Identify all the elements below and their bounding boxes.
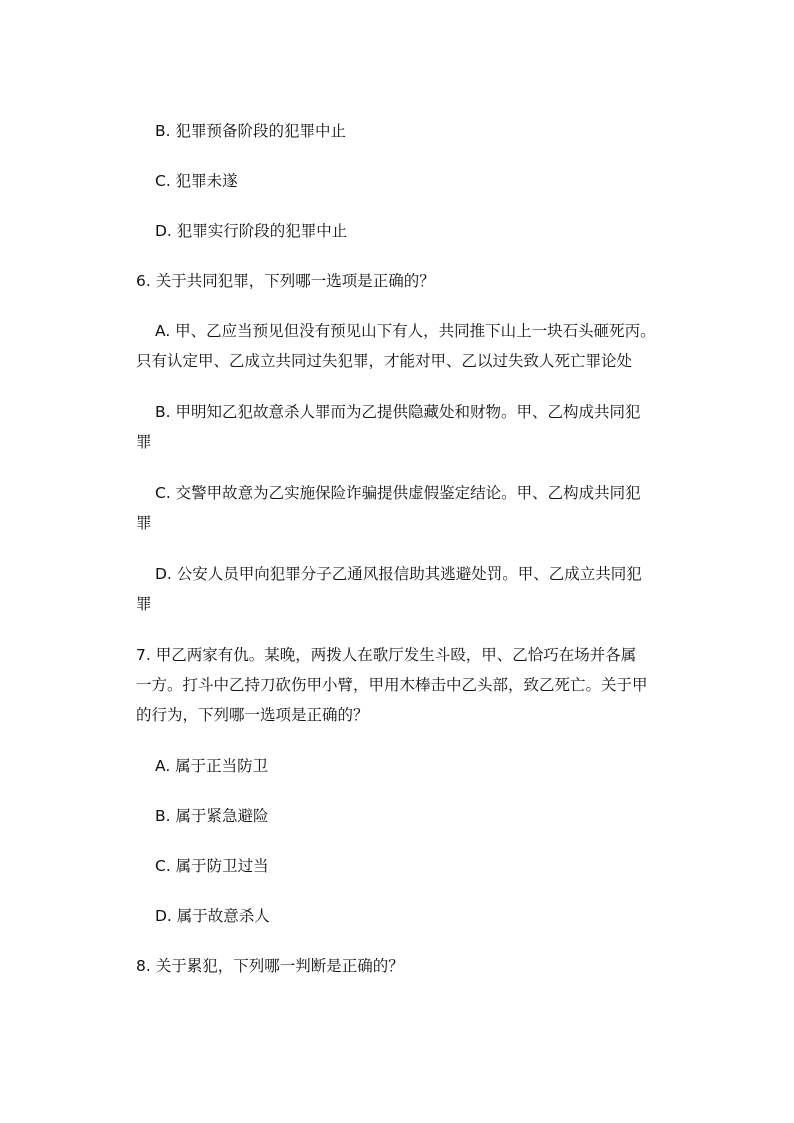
q7-stem-line3: 的行为，下列哪一选项是正确的？	[136, 706, 369, 724]
q8-stem: 8. 关于累犯，下列哪一判断是正确的？	[136, 957, 404, 975]
q6-option-c-line1: C. 交警甲故意为乙实施保险诈骗提供虚假鉴定结论。甲、乙构成共同犯	[155, 484, 641, 502]
q6-option-a-line1: A. 甲、乙应当预见但没有预见山下有人，共同推下山上一块石头砸死丙。	[155, 322, 656, 340]
q5-option-c: C. 犯罪未遂	[155, 172, 238, 190]
q6-option-d-line2: 罪	[136, 595, 152, 613]
q7-stem-line2: 一方。打斗中乙持刀砍伤甲小臂，甲用木棒击中乙头部，致乙死亡。关于甲	[136, 676, 648, 694]
q7-option-c: C. 属于防卫过当	[155, 857, 269, 875]
q6-option-b-line1: B. 甲明知乙犯故意杀人罪而为乙提供隐藏处和财物。甲、乙构成共同犯	[155, 403, 641, 421]
q7-option-b: B. 属于紧急避险	[155, 807, 269, 825]
q5-option-b: B. 犯罪预备阶段的犯罪中止	[155, 122, 346, 140]
q6-option-c-line2: 罪	[136, 514, 152, 532]
q7-option-d: D. 属于故意杀人	[155, 907, 270, 925]
q5-option-d: D. 犯罪实行阶段的犯罪中止	[155, 222, 348, 240]
q6-option-d-line1: D. 公安人员甲向犯罪分子乙通风报信助其逃避处罚。甲、乙成立共同犯	[155, 565, 642, 583]
q7-option-a: A. 属于正当防卫	[155, 757, 269, 775]
q6-option-a-line2: 只有认定甲、乙成立共同过失犯罪，才能对甲、乙以过失致人死亡罪论处	[136, 352, 633, 370]
q7-stem-line1: 7. 甲乙两家有仇。某晚，两拨人在歌厅发生斗殴，甲、乙恰巧在场并各属	[136, 646, 637, 664]
q6-option-b-line2: 罪	[136, 433, 152, 451]
q6-stem: 6. 关于共同犯罪，下列哪一选项是正确的？	[136, 272, 435, 290]
